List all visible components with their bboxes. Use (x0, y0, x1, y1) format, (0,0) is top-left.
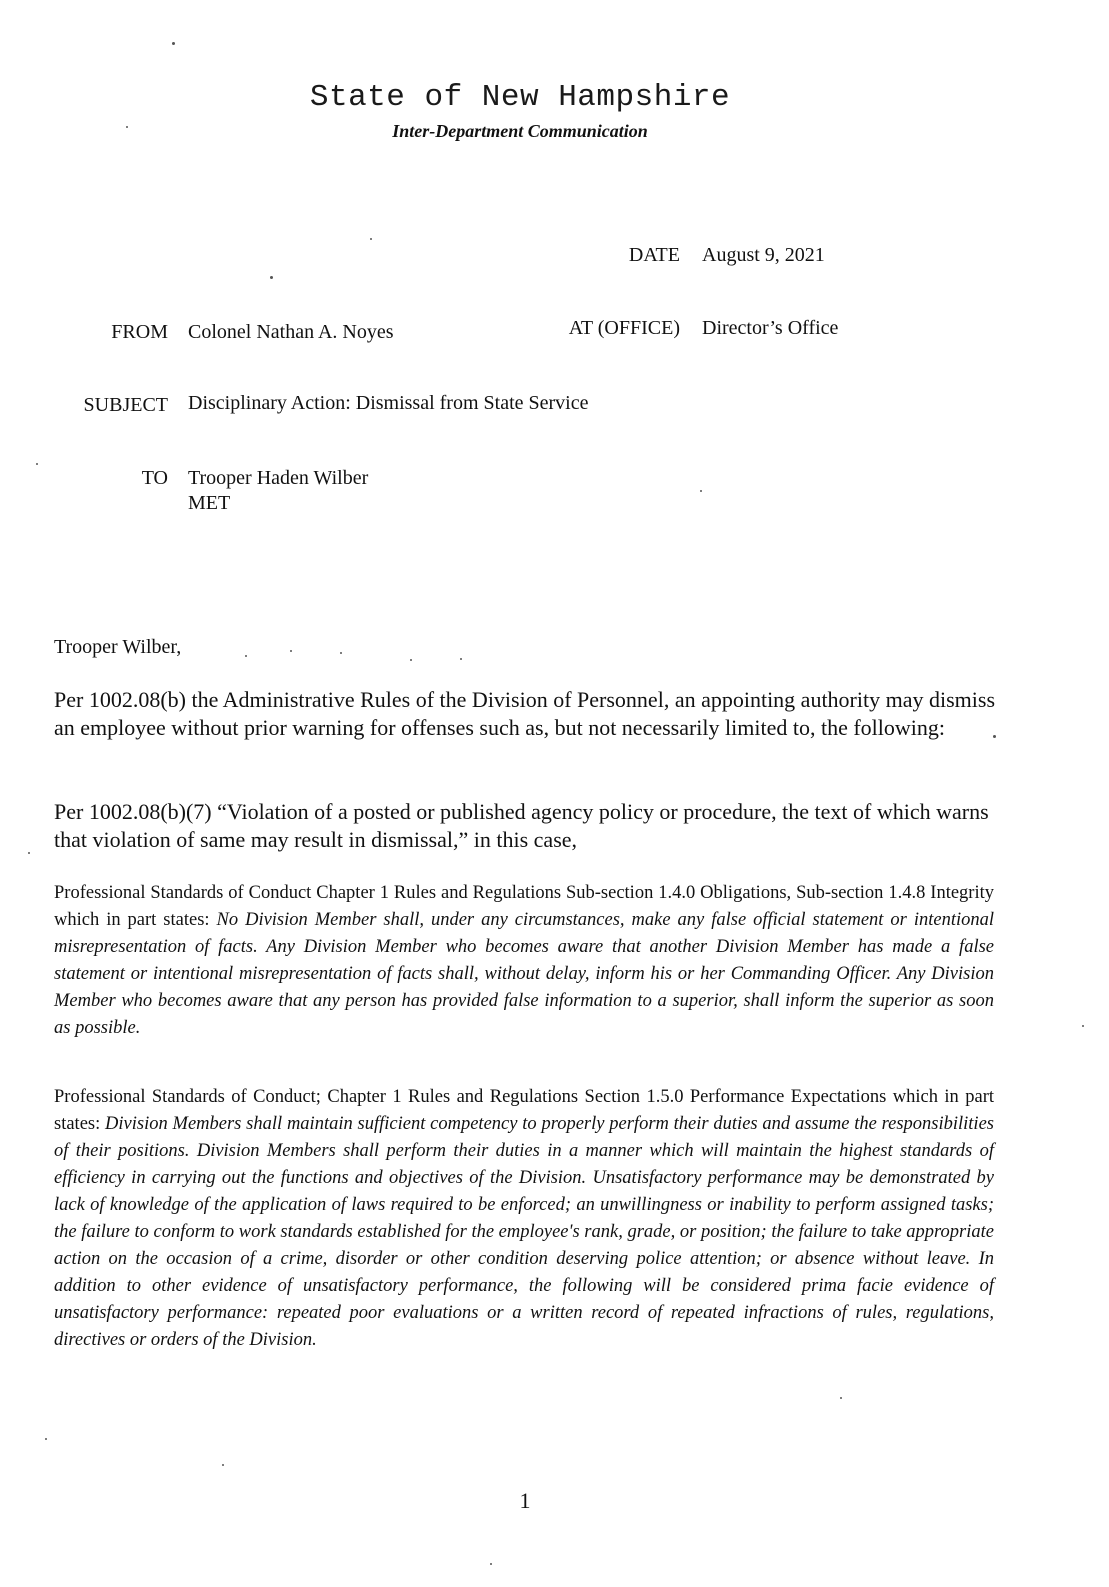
scan-speck (840, 1397, 842, 1399)
scan-speck (1082, 1025, 1084, 1027)
scan-speck (222, 1464, 224, 1466)
scan-speck (290, 650, 292, 652)
scan-speck (340, 652, 342, 654)
paragraph-rule-1002-08b: Per 1002.08(b) the Administrative Rules of the Division of Personnel, an appointing authority may dismiss an employee without prior warning for offenses such as, but not necessarily limited to, the following: (54, 687, 996, 740)
scan-speck (410, 659, 412, 661)
subject-label: SUBJECT (83, 394, 168, 416)
from-label: FROM (111, 321, 168, 343)
scan-speck (460, 658, 462, 660)
performance-policy-quote: Division Members shall maintain sufficient competency to properly perform their duties and assume the responsibilities of their positions. Division Members shall perform their duties in a manner which will maintain the highest standards of efficiency in carrying out the functions and objectives of the Division. Unsatisfactory performance may be demonstrated by lack of knowledge of the application of laws required to be enforced; an unwillingness or inability to perform assigned tasks; the failure to conform to work standards established for the employee's rank, grade, or position; the failure to take appropriate action on the occasion of a crime, disorder or other condition deserving police attention; or absence without leave. In addition to other evidence of unsatisfactory performance, the following will be considered prima facie evidence of unsatisfactory performance: repeated poor evaluations or a written record of repeated infractions of rules, regulations, directives or orders of the Division. (54, 1114, 994, 1350)
date-value: August 9, 2021 (702, 244, 825, 266)
letterhead-subtitle: Inter-Department Communication (392, 121, 648, 141)
paragraph-rule-1002-08b7: Per 1002.08(b)(7) “Violation of a posted or published agency policy or procedure, the text of which warns that violation of same may result in dismissal,” in this case, (54, 799, 989, 852)
integrity-policy-quote: No Division Member shall, under any circumstances, make any false official statement or intentional misrepresentation of facts. Any Division Member who becomes aware that another Division Member has made a false statement or intentional misrepresentation of facts shall, without delay, inform his or her Commanding Officer. Any Division Member who becomes aware that any person has provided false information to a superior, shall inform the superior as soon as possible. (54, 910, 994, 1038)
scan-speck (45, 1438, 47, 1440)
scan-speck (36, 463, 38, 465)
to-label: TO (141, 467, 168, 489)
to-name: Trooper Haden Wilber (188, 467, 369, 489)
office-label: AT (OFFICE) (568, 317, 680, 339)
scan-speck (270, 276, 273, 279)
letterhead-title: State of New Hampshire (309, 80, 731, 115)
page-number: 1 (519, 1488, 531, 1513)
paragraph-performance-policy (54, 1084, 994, 1354)
scan-speck (700, 490, 702, 492)
paragraph-integrity-policy (54, 880, 994, 1042)
to-unit: MET (188, 492, 231, 514)
scan-speck (370, 238, 372, 240)
scan-speck (490, 1563, 492, 1565)
salutation: Trooper Wilber, (54, 636, 182, 658)
scan-speck (28, 852, 30, 854)
scan-speck (245, 655, 247, 657)
scan-speck (172, 42, 175, 45)
subject-value: Disciplinary Action: Dismissal from State Service (188, 392, 589, 414)
performance-policy-citation: Professional Standards of Conduct; Chapter 1 Rules and Regulations Section 1.5.0 Performance Expectations which in part states: (54, 1087, 994, 1134)
date-label: DATE (628, 244, 680, 266)
office-value: Director’s Office (702, 317, 839, 339)
from-value: Colonel Nathan A. Noyes (188, 321, 394, 343)
integrity-policy-citation: Professional Standards of Conduct Chapter 1 Rules and Regulations Sub-section 1.4.0 Obligations, Sub-section 1.4.8 Integrity which in part states: (54, 883, 994, 930)
